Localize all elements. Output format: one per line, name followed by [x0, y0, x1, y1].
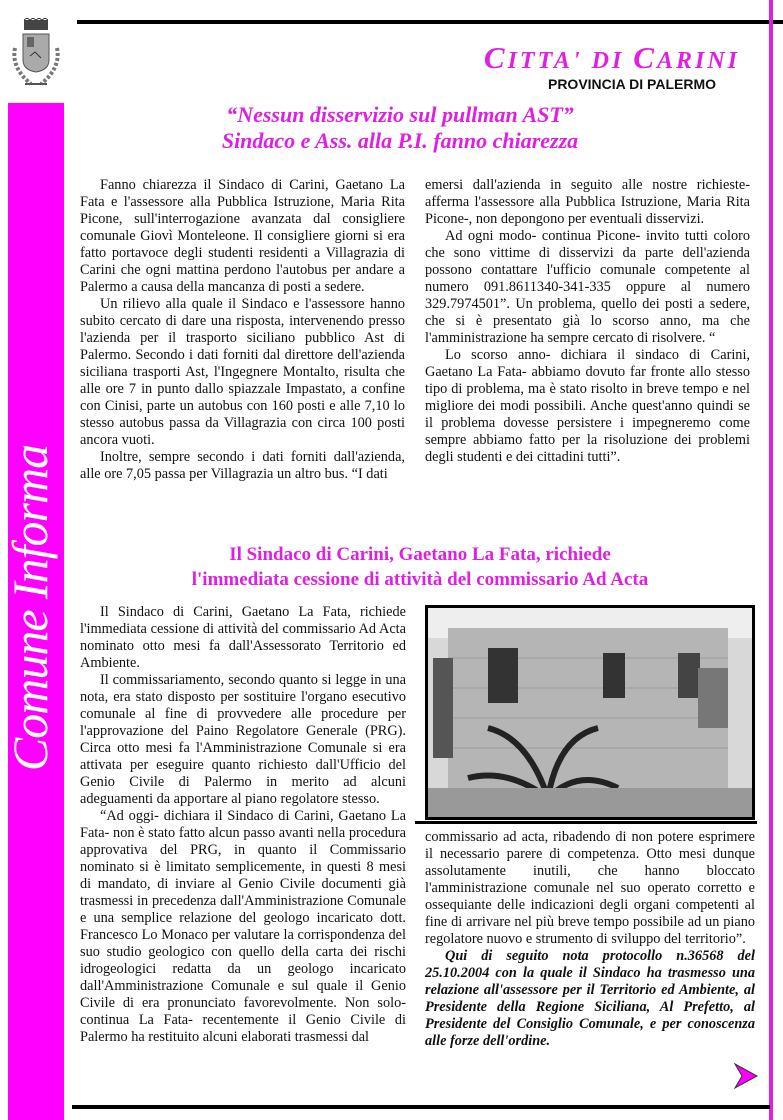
- paragraph: “Ad oggi- dichiara il Sindaco di Carini, Gaetano La Fata- non è stato fatto alcun passo avanti nella procedura approvativa del PRG, in quanto il Commissario nominato si è limitato semplicemente, in questi 8 mesi di mandato, di inviare al Genio Civile documenti già trasmessi in precedenza dall'Amministrazione Comunale e una semplice relazione del geologo incaricato dott. Francesco Lo Monaco per valutare la corrispondenza del suo studio geologico con quello della carta dei rischi idrogeologici redatta da un geologo incaricato dall'Amministrazione Comunale e sul quale il Genio Civile di era pronunciato favorevolmente. Non solo- continua La Fata- recentemente il Genio Civile di Palermo ha restituito alcuni elaborati trasmessi dal: [80, 808, 406, 1045]
- top-rule: [77, 20, 783, 24]
- section-title: Comune Informa: [2, 444, 58, 772]
- coat-of-arms-icon: [5, 18, 67, 98]
- paragraph: Un rilievo alla quale il Sindaco e l'assessore hanno subito cercato di dare una risposta, intervenendo presso l'azienda per il trasporto siciliano pubblico Ast di Palermo. Secondo i dati forniti dal direttore dell'azienda siciliana trasporti Ast, l'Ingegnere Montalto, risulta che alle ore 7 in punto dallo spiazzale Impastato, a confine con Cinisi, parte un autobus con 160 posti e alle 7,10 lo stesso autobus passa da Villagrazia con circa 100 posti ancora vuoti.: [80, 296, 405, 448]
- city-text: ARINI: [656, 48, 740, 74]
- headline-line: l'immediata cessione di attività del commissario Ad Acta: [191, 569, 649, 590]
- masthead: [430, 40, 740, 92]
- headline-line: “Nessun disservizio sul pullman AST”: [226, 102, 574, 127]
- article2-left-column: [80, 604, 406, 1046]
- headline-line: Il Sindaco di Carini, Gaetano La Fata, richiede: [229, 544, 611, 565]
- next-page-arrow-icon[interactable]: [733, 1062, 759, 1090]
- protocol-note: Qui di seguito nota protocollo n.36568 del 25.10.2004 con la quale il Sindaco ha trasmesso una relazione all'assessore per il Territorio ed Ambiente, al Presidente della Regione Siciliana, Al Prefetto, al Presidente del Consiglio Comunale, e per conoscenza alle forze dell'ordine.: [425, 948, 755, 1049]
- paragraph: Il commissariamento, secondo quanto si legge in una nota, era stato disposto per sostituire l'organo esecutivo comunale al fine di provvedere alle procedure per l'approvazione del Paino Regolatore Generale (PRG). Circa otto mesi fa l'Amministrazione Comunale si era attivata per eseguire quanto richiesto dall'Ufficio del Genio Civile di Palermo in merito ad alcuni adeguamenti da apportare al piano regolatore stesso.: [80, 672, 406, 807]
- right-accent-rule: [769, 0, 773, 1120]
- town-hall-photo: [425, 605, 755, 820]
- headline-line: Sindaco e Ass. alla P.I. fanno chiarezza: [221, 128, 579, 153]
- paragraph: Ad ogni modo- continua Picone- invito tutti coloro che sono vittime di disservizi da parte dell'azienda possono contattare l'ufficio comunale competente al numero 091.8611340-341-335 oppure al numero 329.7974501”. Un problema, quello dei posti a sedere, che si è presentato già lo scorso anno, ma che l'amministrazione ha sempre cercato di risolvere. “: [425, 228, 750, 346]
- bottom-rule: [72, 1105, 770, 1109]
- article2-right-column: [425, 829, 755, 1050]
- article1-headline: [140, 102, 660, 154]
- city-initial: C: [483, 40, 508, 75]
- city-initial: C: [633, 40, 657, 75]
- paragraph: commissario ad acta, ribadendo di non potere esprimere il necessario parere di competenza. Otto mesi dunque assolutamente inutili, che hanno bloccato l'amministrazione comunale nel suo operato corretto e ossequiante delle indicazioni degli organi competenti al fine di arrivare nel più breve tempo possibile ad un piano regolatore nuovo e strumento di sviluppo del territorio”.: [425, 829, 755, 947]
- photo-rule: [415, 821, 757, 824]
- paragraph: Inoltre, sempre secondo i dati forniti dall'azienda, alle ore 7,05 passa per Villagrazia un altro bus. “I dati: [80, 449, 405, 482]
- paragraph: Il Sindaco di Carini, Gaetano La Fata, richiede l'immediata cessione di attività del commissario Ad Acta nominato otto mesi fa dall'Assessorato Territorio ed Ambiente.: [80, 604, 406, 671]
- article2-headline: [110, 542, 730, 592]
- paragraph: emersi dall'azienda in seguito alle nostre richieste- afferma l'assessore alla Pubblica Istruzione, Maria Rita Picone-, non depongono per eventuali disservizi.: [425, 177, 750, 227]
- city-text: ITTA' DI: [507, 48, 634, 74]
- article1-left-column: [80, 177, 405, 483]
- paragraph: Fanno chiarezza il Sindaco di Carini, Gaetano La Fata e l'assessore alla Pubblica Istruzione, Maria Rita Picone, sull'interrogazione avanzata dal consigliere comunale Giovì Monteleone. Il consigliere giorni si era fatto portavoce degli studenti residenti a Villagrazia di Carini che ogni mattina perdono l'autobus per andare a Palermo a causa della mancanza di posti a sedere.: [80, 177, 405, 295]
- article1-right-column: [425, 177, 750, 466]
- province-label: PROVINCIA DI PALERMO: [547, 76, 716, 92]
- paragraph: Lo scorso anno- dichiara il sindaco di Carini, Gaetano La Fata- abbiamo dovuto far fronte allo stesso tipo di problema, ma è stato risolto in breve tempo e nel migliore dei modi possibili. Anche quest'anno quindi se il problema dovesse persistere i impegneremo come sempre abbiamo fatto per la risoluzione dei problemi degli studenti e dei cittadini tutti”.: [425, 347, 750, 465]
- city-name: [430, 40, 740, 76]
